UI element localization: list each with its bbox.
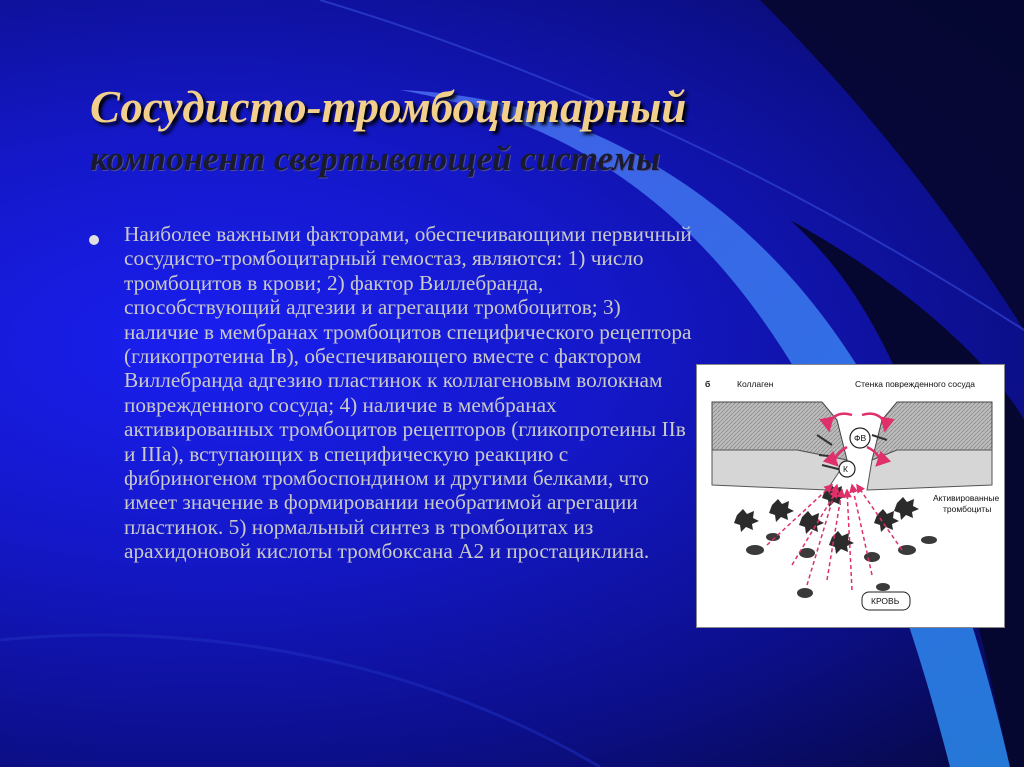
slide-title — [90, 78, 990, 182]
label-vessel-wall: Стенка поврежденного сосуда — [855, 379, 976, 389]
title-line-2: компонент свертывающей системы — [90, 139, 661, 178]
panel-letter: б — [705, 379, 711, 389]
vessel-wall-lower-right — [867, 450, 992, 490]
label-k: К — [843, 464, 848, 474]
label-activated-2: тромбоциты — [943, 504, 992, 514]
bullet-icon — [89, 235, 99, 245]
platelet-adhesion-diagram — [697, 365, 1004, 627]
hemostasis-figure — [697, 365, 1004, 627]
title-line-1: Сосудисто-тромбоцитарный — [90, 82, 687, 132]
activated-platelets — [734, 484, 919, 554]
label-activated-1: Активированные — [933, 493, 1000, 503]
label-fv: ФВ — [854, 433, 867, 443]
bullet-text: Наиболее важными факторами, обеспечивающими первичный сосудисто-тромбоцитарный гемостаз, являются: 1) число тромбоцитов в крови; 2) фактор Виллебранда, способствующий адгезии и агрегации тромбоцитов; 3) наличие в мембранах тромбоцитов специфического рецептора (гликопротеина Iв), обеспечивающего вместе с фактором Виллебранда адгезию пластинок к коллагеновым волокнам поврежденного сосуда; 4) наличие в мембранах активированных тромбоцитов рецепторов (гликопротеины IIв и IIIа), вступающих в специфическую реакцию с фибриногеном тромбоспондином и другими белками, что имеет значение в формировании необратимой агрегации пластинок. 5) нормальный синтез в тромбоцитах из арахидоновой кислоты тромбоксана А2 и простациклина. — [124, 222, 692, 564]
label-blood: КРОВЬ — [871, 596, 900, 606]
label-collagen: Коллаген — [737, 379, 774, 389]
